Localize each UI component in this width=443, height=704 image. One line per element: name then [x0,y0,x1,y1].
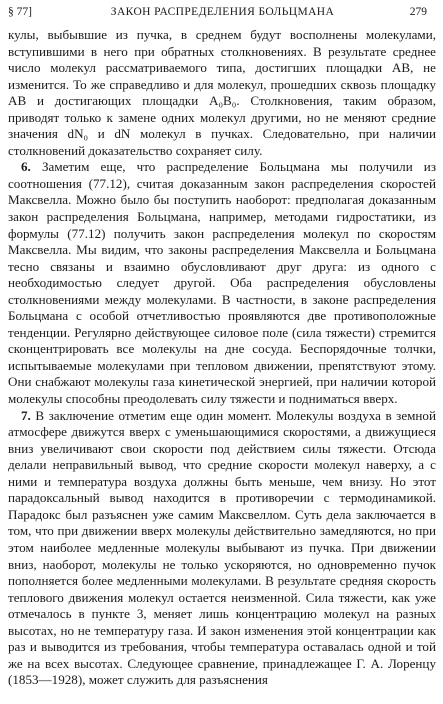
paragraph-6 [8,159,436,407]
page-number: 279 [409,6,427,18]
running-title: ЗАКОН РАСПРЕДЕЛЕНИЯ БОЛЬЦМАНА [110,6,335,18]
paragraph-text: кулы, выбывшие из пучка, в среднем будут восполнены молекулами, вступившими в него при обратных столкновениях. В результате среднее число молекул рассматриваемого типа, достигших площадки AB, не изменится. То же справедливо и для молекул, прошедших сквозь площадку AB и достигающих площадки A₀B₀. Столкновения, таким образом, приводят только к замене одних молекул другими, но не меняют средние значения dN₀ и dN молекул в пучках. Следовательно, при наличии столкновений доказательство сохраняет силу. [8,27,436,158]
main-text [8,27,436,689]
paragraph-continuation [8,27,436,159]
paragraph-text: Заметим еще, что распределение Больцмана мы получили из соотношения (77.12), считая доказанным закон распределения скоростей Максвелла. Можно было бы поступить наоборот: предполагая доказанным закон распределения Больцмана, например, методами гидростатики, из формулы (77.12) получить закон распределения молекул по скоростям Максвелла. Мы видим, что законы распределения Максвелла и Больцмана тесно связаны и взаимно обусловливают друг друга: из одного с необходимостью следует другой. Оба распределения обусловлены столкновениями между молекулами. В частности, в законе распределения Больцмана с особой отчетливостью проявляются две противоположные тенденции. Регулярно действующее силовое поле (сила тяжести) стремится сконцентрировать все молекулы на дне сосуда. Беспорядочные толчки, испытываемые молекулами при тепловом движении, препятствуют этому. Они снабжают молекулы газа кинетической энергией, при наличии которой молекулы способны преодолевать силу тяжести и подниматься вверх. [8,159,436,407]
running-header [8,4,437,20]
paragraph-7 [8,408,436,689]
paragraph-number: 7. [21,407,31,423]
paragraph-text: В заключение отметим еще один момент. Молекулы воздуха в земной атмосфере движутся вверх с уменьшающимися скоростями, а движущиеся вниз увеличивают свои скорости под действием силы тяжести. Отсюда делали неправильный вывод, что средние скорости молекул наверху, а с ними и температура воздуха должны быть меньше, чем внизу. Но этот парадоксальный вывод находится в противоречии с термодинамикой. Парадокс был разъяснен уже самим Максвеллом. Суть дела заключается в том, что при движении вверх молекулы действительно замедляются, но при этом наиболее медленные молекулы выбывают из пучка. При движении вниз, наоборот, молекулы не только ускоряются, но одновременно пучок пополняется более медленными молекулами. В результате средняя скорость теплового движения молекул остается неизменной. Сила тяжести, как уже отмечалось в пункте 3, меняет лишь концентрацию молекул на разных высотах, но не температуру газа. И закон изменения этой концентрации как раз и выводится из требования, чтобы температура оставалась одной и той же на всех высотах. Следующее сравнение, принадлежащее Г. А. Лоренцу (1853—1928), может служить для разъяснения [8,407,436,688]
section-reference: § 77] [8,6,32,18]
paragraph-number: 6. [21,159,31,175]
